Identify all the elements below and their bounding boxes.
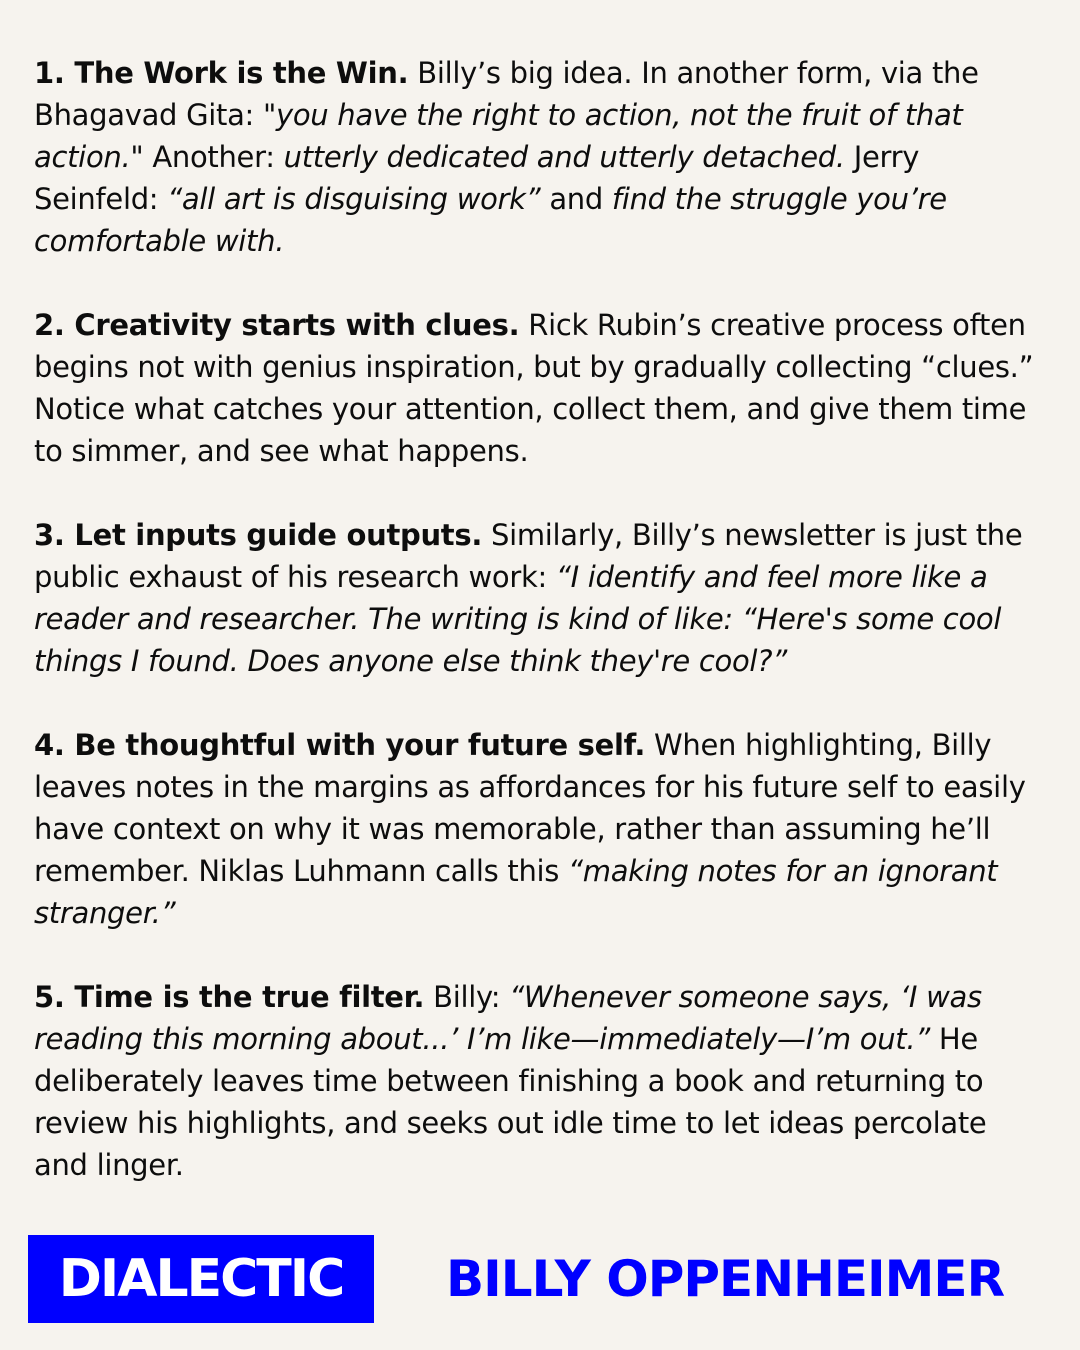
point-title: 5. Time is the true filter. xyxy=(34,980,425,1014)
point-1 xyxy=(34,52,1044,262)
point-title: 3. Let inputs guide outputs. xyxy=(34,518,483,552)
point-2 xyxy=(34,304,1044,472)
point-text: Billy’s big idea. In another form, via the Bhagavad Gita: " xyxy=(34,56,979,132)
point-quote: “I identify and feel more like a reader and researcher. The writing is kind of like: “Here's some cool things I found. Does anyone else think they're cool?” xyxy=(34,560,1002,678)
point-text: and xyxy=(540,182,612,216)
brand-logo: DIALECTIC xyxy=(28,1235,374,1323)
point-text: He deliberately leaves time between finishing a book and returning to review his highlights, and seeks out idle time to let ideas percolate and linger. xyxy=(34,1022,987,1182)
article-body xyxy=(34,52,1044,1228)
point-text: Rick Rubin’s creative process often begins not with genius inspiration, but by gradually collecting “clues.” Notice what catches your attention, collect them, and give them time to simmer, and see what happens. xyxy=(34,308,1034,468)
point-title: 2. Creativity starts with clues. xyxy=(34,308,520,342)
point-text: When highlighting, Billy leaves notes in the margins as affordances for his future self to easily have context on why it was memorable, rather than assuming he’ll remember. Niklas Luhmann calls this xyxy=(34,728,1026,888)
point-title: 1. The Work is the Win. xyxy=(34,56,409,90)
point-3 xyxy=(34,514,1044,682)
author-name: BILLY OPPENHEIMER xyxy=(446,1250,1005,1308)
point-text: Jerry Seinfeld: xyxy=(34,140,920,216)
point-text: " Another: xyxy=(130,140,284,174)
footer xyxy=(28,1235,1052,1323)
point-5 xyxy=(34,976,1044,1186)
point-4 xyxy=(34,724,1044,934)
point-quote: find the struggle you’re comfortable with. xyxy=(34,182,947,258)
point-text: Similarly, Billy’s newsletter is just the public exhaust of his research work: xyxy=(34,518,1023,594)
point-title: 4. Be thoughtful with your future self. xyxy=(34,728,646,762)
point-quote: “all art is disguising work” xyxy=(167,182,541,216)
point-text: Billy: xyxy=(424,980,510,1014)
point-quote: “Whenever someone says, ‘I was reading this morning about...’ I’m like—immediately—I’m out.” xyxy=(34,980,982,1056)
point-quote: “making notes for an ignorant stranger.” xyxy=(34,854,998,930)
point-quote: utterly dedicated and utterly detached. xyxy=(283,140,845,174)
point-quote: you have the right to action, not the fruit of that action. xyxy=(34,98,963,174)
